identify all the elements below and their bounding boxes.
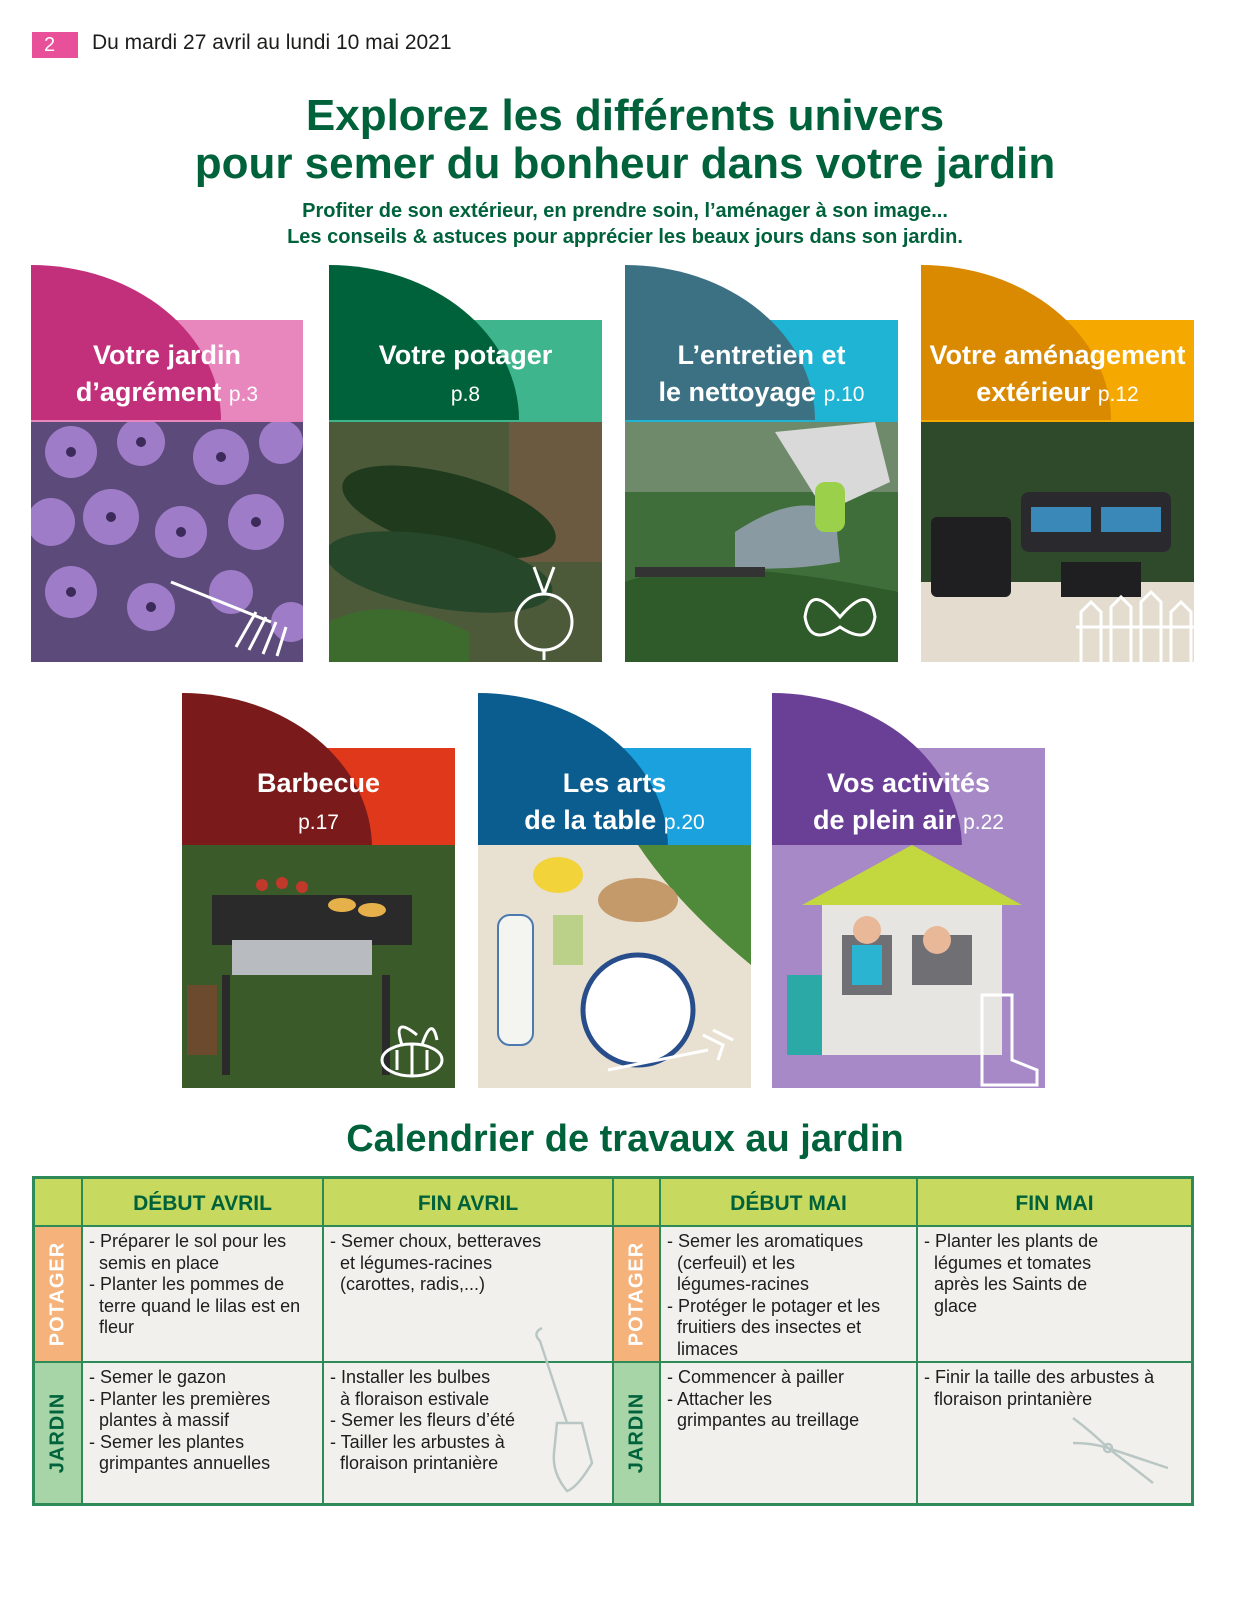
headline-line1: Explorez les différents univers (305, 91, 945, 140)
category-card-jardin-agrement[interactable] (31, 265, 303, 662)
task-item: - Finir la taille des arbustes à floraison printanière (924, 1367, 1155, 1409)
task-item: - Semer les plantes grimpantes annuelles (89, 1431, 271, 1473)
task-item: - Tailler les arbustes à floraison printanière (330, 1431, 505, 1473)
category-card-arts-table[interactable] (478, 693, 751, 1088)
date-range: Du mardi 27 avril au lundi 10 mai 2021 (92, 31, 452, 54)
cell-potager-debut-mai (661, 1225, 918, 1361)
cell-potager-fin-mai (918, 1225, 1191, 1361)
table-setting-photo (478, 845, 751, 1088)
task-item: - Semer choux, betteraves et légumes-racines (carottes, radis,...) (330, 1231, 542, 1294)
page-number: 2 (32, 32, 78, 58)
header-corner-mid (614, 1179, 661, 1225)
card-title: Barbecue p.17 (256, 768, 381, 834)
category-card-potager[interactable] (329, 265, 602, 662)
task-item: - Attacher les grimpantes au treillage (667, 1388, 860, 1430)
row-label-potager: POTAGER (614, 1225, 661, 1361)
calendar-title: Calendrier de travaux au jardin (346, 1118, 904, 1160)
column-header: DÉBUT MAI (661, 1179, 918, 1225)
cell-jardin-debut-avril (83, 1361, 324, 1503)
subtitle-line1: Profiter de son extérieur, en prendre soin, l’aménager à son image... (302, 200, 948, 222)
headline-line2: pour semer du bonheur dans votre jardin (194, 139, 1056, 188)
row-label-jardin: JARDIN (35, 1361, 83, 1503)
task-item: - Planter les premières plantes à massif (89, 1388, 271, 1430)
garden-calendar-table (32, 1176, 1194, 1506)
category-card-entretien[interactable] (625, 265, 898, 662)
card-title: Les arts de la table p.20 (524, 768, 705, 835)
card-title: L’entretien et le nettoyage p.10 (658, 340, 865, 407)
header-corner-left (35, 1179, 83, 1225)
cell-jardin-debut-mai (661, 1361, 918, 1503)
subtitle-line2: Les conseils & astuces pour apprécier les beaux jours dans son jardin. (287, 226, 963, 248)
cell-potager-debut-avril (83, 1225, 324, 1361)
hedge-trimmer-photo (625, 422, 898, 662)
shovel-icon (532, 1323, 602, 1493)
task-item: - Semer les fleurs d’été (330, 1410, 516, 1430)
petunia-photo (31, 422, 303, 662)
row-label-potager: POTAGER (35, 1225, 83, 1361)
card-title: Vos activités de plein air p.22 (813, 768, 1004, 835)
barbecue-photo (182, 845, 455, 1088)
cell-jardin-fin-mai (918, 1361, 1191, 1503)
task-item: - Installer les bulbes à floraison estivale (330, 1367, 491, 1409)
cell-jardin-fin-avril (324, 1361, 614, 1503)
task-item: - Planter les plants de légumes et tomates après les Saints de glace (924, 1231, 1099, 1316)
task-item: - Protéger le potager et les fruitiers des insectes et limaces (667, 1295, 881, 1359)
garden-furniture-photo (921, 422, 1194, 662)
category-card-amenagement[interactable] (921, 265, 1194, 662)
task-item: - Semer le gazon (89, 1367, 227, 1387)
playhouse-photo (772, 845, 1045, 1088)
column-header: DÉBUT AVRIL (83, 1179, 324, 1225)
column-header: FIN MAI (918, 1179, 1191, 1225)
category-card-plein-air[interactable] (772, 693, 1045, 1088)
card-title: Votre aménagement extérieur p.12 (929, 340, 1186, 407)
card-title: Votre potager p.8 (378, 340, 553, 406)
task-item: - Commencer à pailler (667, 1367, 845, 1387)
column-header: FIN AVRIL (324, 1179, 614, 1225)
task-item: - Préparer le sol pour les semis en place (89, 1231, 287, 1273)
pruning-shears-icon (1068, 1413, 1178, 1493)
task-item: - Semer les aromatiques (cerfeuil) et les légumes-racines (667, 1231, 864, 1294)
task-item: - Planter les pommes de terre quand le lilas est en fleur (89, 1274, 301, 1337)
card-title: Votre jardin d’agrément p.3 (75, 340, 259, 407)
row-label-jardin: JARDIN (614, 1361, 661, 1503)
category-card-barbecue[interactable] (182, 693, 455, 1088)
zucchini-photo (329, 422, 602, 662)
